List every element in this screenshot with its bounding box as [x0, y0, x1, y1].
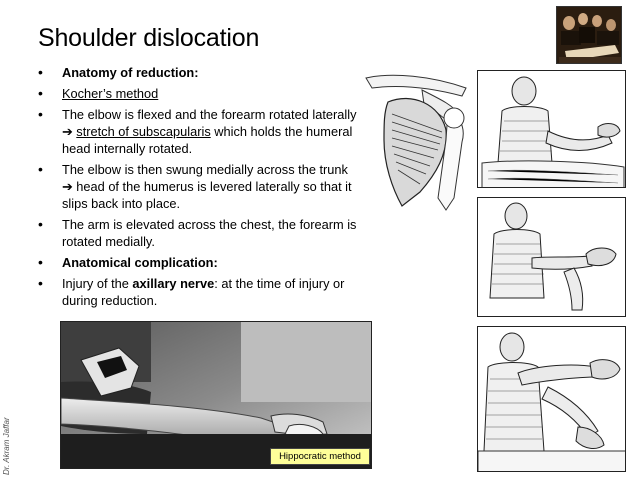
photo-caption: Hippocratic method: [270, 448, 370, 465]
bullet-text: which holds the humeral head internally rotated.: [62, 124, 353, 156]
bullet-text: The arm is elevated across the chest, the forearm is rotated medially.: [62, 217, 357, 249]
bullet-text: head of the humerus is levered laterally so that it slips back into place.: [62, 179, 352, 211]
hippocratic-method-photo: [60, 321, 372, 469]
bullet-text: The elbow is then swung medially across the trunk: [62, 162, 348, 177]
bullet-anatomy-of-reduction: [38, 64, 358, 81]
bullet-elbow-flexed: [38, 106, 358, 157]
bullet-elbow-swung: [38, 161, 358, 212]
bullet-text: Anatomy of reduction:: [62, 65, 199, 80]
kocher-step2-illustration: [477, 197, 626, 317]
bullet-anatomical-complication: [38, 254, 358, 271]
bullet-axillary-nerve: [38, 275, 358, 309]
bullet-text: Anatomical complication:: [62, 255, 218, 270]
slide-title: Shoulder dislocation: [38, 24, 260, 52]
bullet-arm-elevated: [38, 216, 358, 250]
kocher-step1-illustration: [477, 70, 626, 188]
bullet-text: The elbow is flexed and the forearm rotated laterally: [62, 107, 357, 122]
bullet-kochers-method: [38, 85, 358, 102]
subscapularis-link: stretch of subscapularis: [76, 124, 211, 139]
bullet-text: : at the time of injury or during reduction.: [62, 276, 345, 308]
arrow-icon: ➔: [62, 179, 73, 194]
arrow-icon: ➔: [62, 124, 73, 139]
subscapularis-drawing: [362, 70, 474, 212]
author-credit: Dr. Akram Jaffar: [2, 417, 11, 475]
bullet-list: [38, 64, 358, 313]
bullet-text: Injury of the: [62, 276, 133, 291]
kocher-step3-illustration: [477, 326, 626, 472]
bullet-text: Kocher’s method: [62, 86, 159, 101]
axillary-nerve-term: axillary nerve: [132, 276, 215, 291]
anatomy-lesson-painting: [556, 6, 622, 64]
